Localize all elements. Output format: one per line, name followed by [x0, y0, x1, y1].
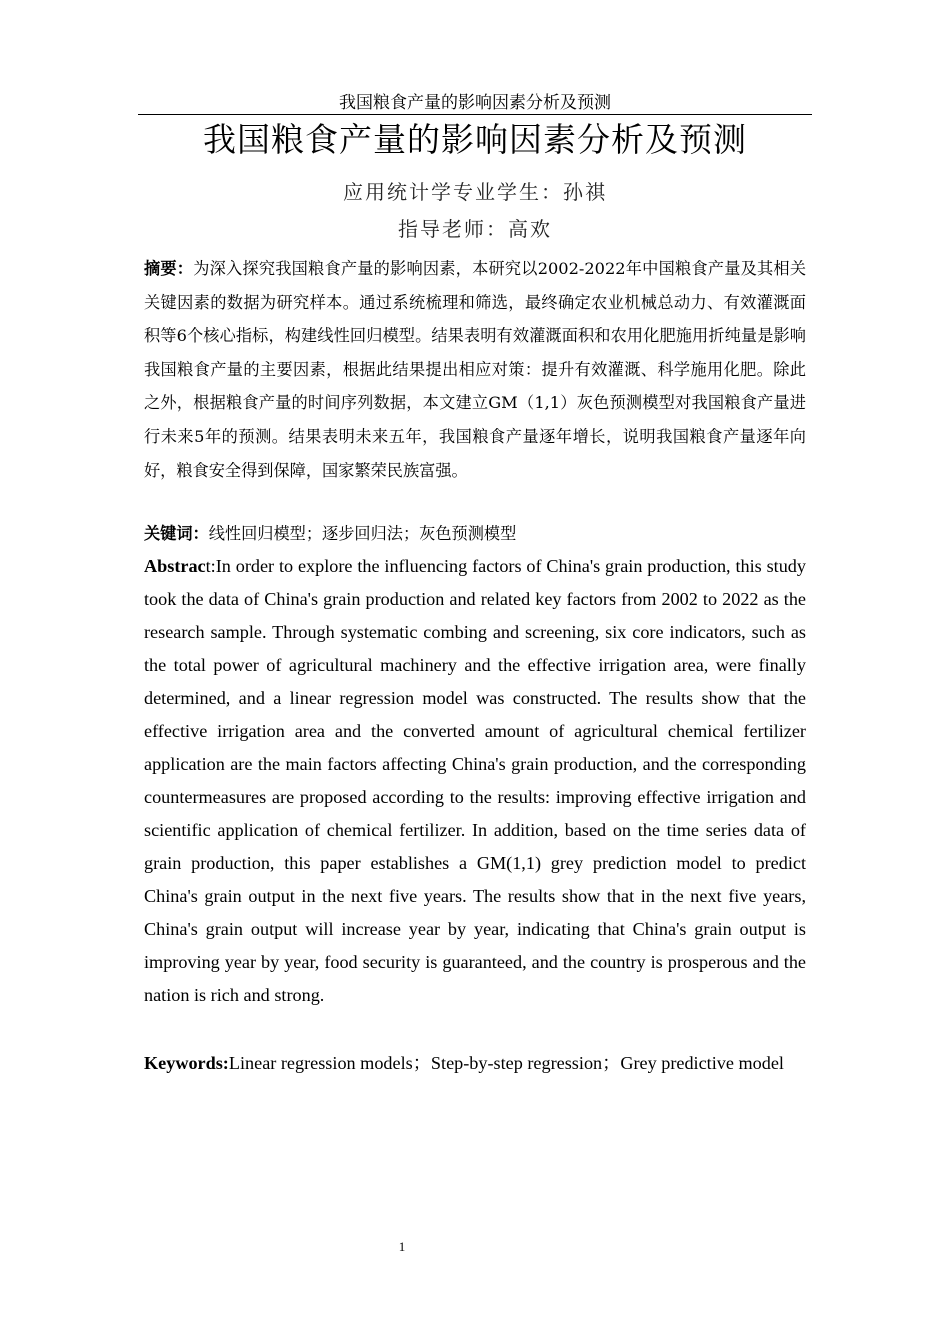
chinese-keywords-label: 关键词：: [144, 524, 209, 543]
english-keywords-label: Keywords:: [144, 1053, 229, 1073]
chinese-abstract: [144, 252, 806, 487]
author-line: 应用统计学专业学生：孙祺: [343, 180, 607, 204]
chinese-abstract-text: 为深入探究我国粮食产量的影响因素，本研究以2002-2022年中国粮食产量及其相关关键因素的数据为研究样本。通过系统梳理和筛选，最终确定农业机械总动力、有效灌溉面积等6个核心指标，构建线性回归模型。结果表明有效灌溉面积和农用化肥施用折纯量是影响我国粮食产量的主要因素，根据此结果提出相应对策：提升有效灌溉、科学施用化肥。除此之外，根据粮食产量的时间序列数据，本文建立GM（1,1）灰色预测模型对我国粮食产量进行未来5年的预测。结果表明未来五年，我国粮食产量逐年增长，说明我国粮食产量逐年向好，粮食安全得到保障，国家繁荣民族富强。: [144, 259, 807, 480]
running-header: 我国粮食产量的影响因素分析及预测: [339, 93, 611, 112]
english-keywords: [144, 1046, 806, 1080]
chinese-keywords-text: 线性回归模型；逐步回归法；灰色预测模型: [208, 524, 517, 543]
page-number: 1: [398, 1239, 406, 1254]
advisor-line: 指导老师：高欢: [398, 217, 552, 241]
chinese-keywords: [144, 519, 806, 549]
english-abstract-label: Abstrac: [144, 556, 206, 576]
english-abstract: [144, 550, 806, 1012]
chinese-abstract-label: 摘要：: [144, 259, 194, 278]
english-abstract-text: t:In order to explore the influencing factors of China's grain production, this study took the data of China's grain production and related key factors from 2002 to 2022 as the research sample. Through systematic combing and screening, six core indicators, such as the total power of agricultural machinery and the effective irrigation area, were finally determined, and a linear regression model was constructed. The results show that the effective irrigation area and the converted amount of agricultural chemical fertilizer application are the main factors affecting China's grain production, and the corresponding countermeasures are proposed according to the results: improving effective irrigation and scientific application of chemical fertilizer. In addition, based on the time series data of grain production, this paper establishes a GM(1,1) grey prediction model to predict China's grain output in the next five years. The results show that in the next five years, China's grain output will increase year by year, indicating that China's grain output is improving year by year, food security is guaranteed, and the country is prosperous and the nation is rich and strong.: [144, 556, 806, 1005]
paper-title: 我国粮食产量的影响因素分析及预测: [203, 120, 747, 159]
english-keywords-text: Linear regression models；Step-by-step regression；Grey predictive model: [228, 1053, 784, 1073]
header-divider: [138, 114, 812, 115]
